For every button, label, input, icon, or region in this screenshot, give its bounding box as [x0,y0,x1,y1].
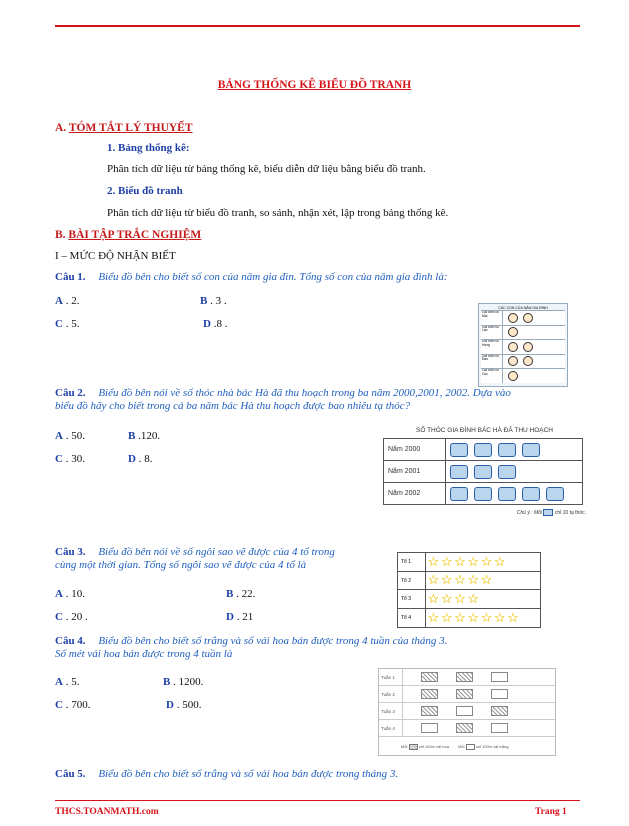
fig4-legend: Mỗi chỉ 100m vải hoa Mỗi chỉ 100m vải trắng [401,744,509,750]
question-label: Câu 4. [55,635,86,647]
figure-families [478,303,568,387]
fig2-row-sacks [446,439,583,461]
fig1-row [481,368,565,383]
rice-sack-icon [474,465,492,479]
star-icon: ☆ [427,572,440,588]
question-text-1: Biểu đồ bên nói về số ngôi sao vẽ được của 4 tổ trong [98,546,335,558]
fig2-row [384,439,583,461]
white-fabric-icon [421,723,438,733]
fig2-title: SỐ THÓC GIA ĐÌNH BÁC HÀ ĐÃ THU HOẠCH [415,427,553,434]
star-icon: ☆ [493,553,506,569]
page-title: BẢNG THỐNG KÊ BIỂU ĐỒ TRANH [217,79,412,91]
star-icon: ☆ [440,609,453,625]
q3-option-c[interactable]: C . 20 . [55,611,88,623]
fig2-row-sacks [446,483,583,505]
star-icon: ☆ [454,609,466,625]
q3-option-d[interactable]: D . 21 [226,611,254,623]
rice-sack-icon [450,487,468,501]
question-label: Câu 2. [55,387,86,399]
rice-sack-icon [498,487,516,501]
star-icon: ☆ [427,590,440,606]
fig4-row-label: Tuần 2 [379,686,403,702]
q4-option-d[interactable]: D . 500. [166,699,202,711]
q2-option-b[interactable]: B .120. [128,430,161,442]
star-icon: ☆ [440,553,453,569]
rice-sack-icon [498,443,516,457]
child-face-icon [523,313,533,323]
fig3-row [398,590,540,609]
question-text-1: Biểu đồ bên nói về số thóc nhà bác Hà đã thu hoạch trong ba năm 2000,2001, 2002. Dựa vào [98,387,511,399]
question-3-text-2: cùng một thời gian. Tổng số ngôi sao vẽ được của 4 tổ là [55,559,307,571]
fig1-row [481,339,565,354]
fig1-row-label: Gia đình cô Hồng [481,340,503,354]
section-a-heading [55,122,193,134]
star-icon: ☆ [467,572,479,588]
rice-sack-icon [522,487,540,501]
question-2-text-2: biểu đồ hãy cho biết trong cả ba năm bác Hà thu hoạch được bao nhiêu tạ thóc? [55,400,411,412]
star-icon: ☆ [454,553,466,569]
fig3-row-label: Tổ 4 [398,609,426,628]
q1-option-d[interactable]: D .8 . [203,318,228,330]
fig3-row-label: Tổ 2 [398,572,426,590]
fig1-row-label: Gia đình cô Lan [481,326,503,340]
white-fabric-icon [491,723,508,733]
fig1-row [481,310,565,325]
q1-option-c[interactable]: C . 5. [55,318,80,330]
fig4-row-label: Tuần 3 [379,703,403,719]
star-icon: ☆ [440,572,453,588]
fig4-row [379,669,555,686]
star-icon: ☆ [467,590,479,606]
rice-sack-icon [543,509,553,516]
floral-fabric-icon [456,672,473,682]
question-text: Biểu đồ bên cho biết số trắng và số vải hoa bán được trong tháng 3. [98,768,399,780]
fig1-row [481,354,565,369]
section-b-prefix: B. [55,229,69,241]
q2-option-d[interactable]: D . 8. [128,453,153,465]
fig2-row-label: Năm 2000 [384,439,446,461]
star-icon: ☆ [467,609,479,625]
footer-page: Trang 1 [535,807,567,817]
q2-option-a[interactable]: A . 50. [55,430,85,442]
floral-fabric-icon [421,706,438,716]
fig1-rows [479,310,567,383]
q4-option-c[interactable]: C . 700. [55,699,91,711]
fig3-row [398,553,540,572]
fig3-row-label: Tổ 3 [398,590,426,608]
fig4-row [379,703,555,720]
fig3-rows [398,553,540,627]
fig2-row-sacks [446,461,583,483]
fig4-rows [379,669,555,737]
white-fabric-icon [491,672,508,682]
fig2-row-label: Năm 2002 [384,483,446,505]
child-face-icon [508,371,518,381]
q4-option-b[interactable]: B . 1200. [163,676,204,688]
white-fabric-icon [466,744,475,750]
question-label: Câu 3. [55,546,86,558]
floral-fabric-icon [421,689,438,699]
section-a-prefix: A. [55,122,69,134]
star-icon: ☆ [427,553,440,569]
q3-option-b[interactable]: B . 22. [226,588,256,600]
question-3 [55,546,335,558]
footer-site[interactable]: THCS.TOANMATH.com [55,807,159,817]
star-icon: ☆ [507,609,519,625]
rice-sack-icon [546,487,564,501]
fig3-row [398,609,540,628]
child-face-icon [523,356,533,366]
question-label: Câu 1. [55,271,86,283]
fig4-row-label: Tuần 4 [379,720,403,736]
fig4-row-label: Tuần 1 [379,669,403,685]
figure-fabric [378,668,556,756]
level-heading: I – MỨC ĐỘ NHẬN BIẾT [55,250,176,262]
floral-fabric-icon [421,672,438,682]
question-2 [55,387,511,399]
star-icon: ☆ [454,590,466,606]
footer-rule [55,800,580,801]
theory-1-heading: 1. Bảng thống kê: [107,142,190,154]
child-face-icon [508,342,518,352]
star-icon: ☆ [454,572,466,588]
section-a-label: TÓM TẮT LÝ THUYẾT [68,122,193,134]
question-5 [55,768,398,780]
floral-fabric-icon [491,706,508,716]
fig2-row [384,461,583,483]
white-fabric-icon [456,706,473,716]
fig2-row [384,483,583,505]
fig4-row [379,686,555,703]
question-text-1: Biểu đồ bên cho biết số trắng và số vải hoa bán được trong 4 tuần của tháng 3. [98,635,448,647]
floral-fabric-icon [409,744,418,750]
star-icon: ☆ [493,609,506,625]
fig1-row-label: Gia đình cô Cúc [481,369,503,383]
star-icon: ☆ [480,572,493,588]
q2-option-c[interactable]: C . 30. [55,453,85,465]
rice-sack-icon [498,465,516,479]
fig1-title: CÁC CON CỦA NĂM GIA ĐÌNH [498,306,548,310]
fig1-row-label: Gia đình cô Đào [481,355,503,369]
child-face-icon [508,356,518,366]
question-1 [55,271,448,283]
child-face-icon [508,327,518,337]
figure-stars [397,552,541,628]
question-text: Biểu đồ bên cho biết số con của năm gia đìn. Tổng số con của năm gia đình là: [98,271,448,283]
floral-fabric-icon [456,689,473,699]
theory-1-text: Phân tích dữ liệu từ bảng thống kê, biểu diễn dữ liệu bằng biểu đồ tranh. [107,163,426,175]
fig1-row-label: Gia đình cô Mai [481,311,503,325]
rice-sack-icon [450,443,468,457]
star-icon: ☆ [427,609,440,625]
star-icon: ☆ [480,609,493,625]
fig2-table [383,438,583,505]
fig2-row-label: Năm 2001 [384,461,446,483]
fig1-row [481,325,565,340]
figure-rice [383,427,586,527]
q3-option-a[interactable]: A . 10. [55,588,85,600]
fig3-row [398,572,540,591]
header-rule [55,25,580,27]
star-icon: ☆ [440,590,453,606]
fig2-note: Chú ý : Mỗi chỉ 10 tạ thóc. [516,509,586,516]
question-label: Câu 5. [55,768,86,780]
rice-sack-icon [450,465,468,479]
question-4 [55,635,447,647]
child-face-icon [508,313,518,323]
rice-sack-icon [522,443,540,457]
question-4-text-2: Số mét vải hoa bán được trong 4 tuần là [55,648,233,660]
star-icon: ☆ [467,553,479,569]
section-b-heading [55,229,201,241]
q1-option-b[interactable]: B . 3 . [200,295,227,307]
section-b-label: BÀI TẬP TRẮC NGHIỆM [68,229,202,241]
star-icon: ☆ [480,553,493,569]
q4-option-a[interactable]: A . 5. [55,676,80,688]
child-face-icon [523,342,533,352]
rice-sack-icon [474,487,492,501]
floral-fabric-icon [456,723,473,733]
q1-option-a[interactable]: A . 2. [55,295,80,307]
fig4-row [379,720,555,737]
theory-2-heading: 2. Biểu đồ tranh [107,185,183,197]
rice-sack-icon [474,443,492,457]
theory-2-text: Phân tích dữ liệu từ biểu đồ tranh, so sánh, nhận xét, lập trong bảng thống kê. [107,207,449,219]
white-fabric-icon [491,689,508,699]
fig3-row-label: Tổ 1 [398,553,426,571]
